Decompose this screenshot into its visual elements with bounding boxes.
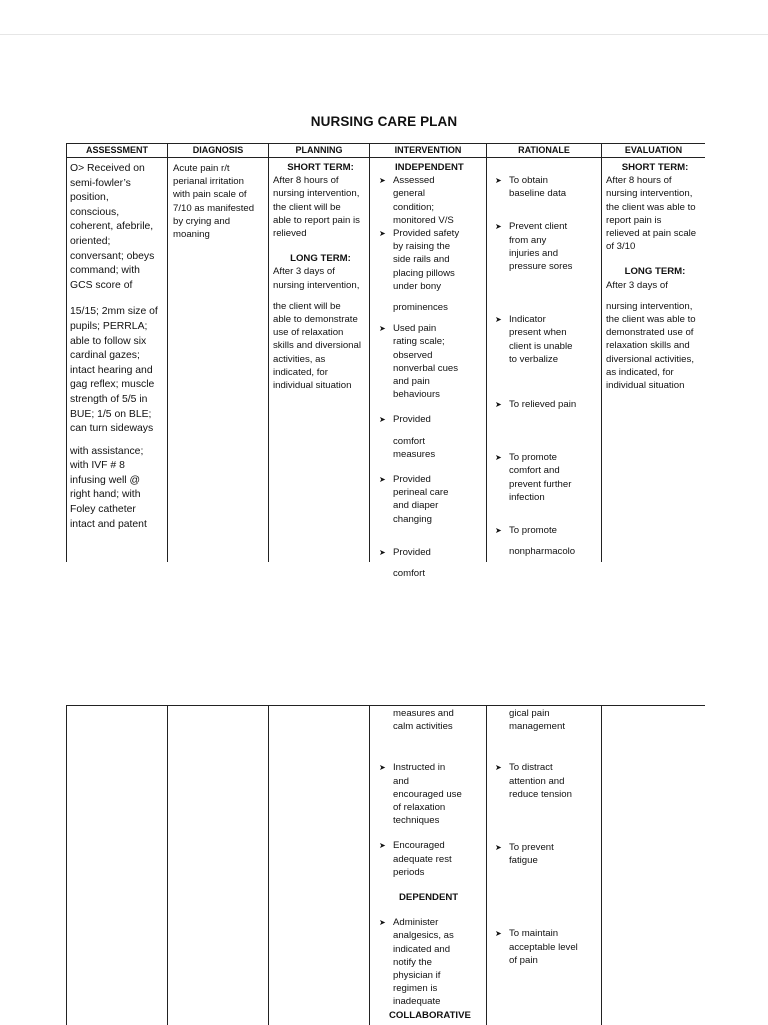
- assessment-text-1: [70, 162, 166, 293]
- rationale-item-continued: [491, 707, 601, 733]
- diagnosis-line: with pain scale of: [173, 189, 247, 201]
- intervention-line: placing pillows: [393, 267, 455, 279]
- rationale-line: nonpharmacolo: [509, 546, 576, 558]
- rationale-line: from any: [509, 234, 547, 246]
- spacer: [509, 537, 601, 545]
- collaborative-label: COLLABORATIVE: [389, 1009, 471, 1021]
- intervention-line: inadequate: [393, 996, 441, 1008]
- evaluation-line: as indicated, for: [606, 366, 674, 378]
- spacer: [375, 879, 485, 891]
- assessment-cell: [70, 162, 166, 532]
- intervention-line: Assessed: [393, 175, 435, 187]
- assessment-line: intact and patent: [70, 518, 147, 530]
- arrow-bullet-icon: ➤: [495, 222, 502, 232]
- evaluation-line: the client was able to: [606, 314, 696, 326]
- intervention-line: and: [393, 775, 410, 787]
- intervention-line: monitored V/S: [393, 214, 454, 226]
- intervention-line: observed: [393, 349, 433, 361]
- intervention-line: encouraged use: [393, 788, 462, 800]
- spacer: [375, 401, 485, 413]
- rationale-line: To prevent: [509, 842, 554, 854]
- intervention-line: analgesics, as: [393, 930, 454, 942]
- care-plan-table-part-1: [66, 143, 705, 580]
- rationale-line: Indicator: [509, 314, 546, 326]
- assessment-line: infusing well @: [70, 474, 141, 486]
- assessment-line: conversant; obeys: [70, 250, 155, 262]
- evaluation-short-term-label: SHORT TERM:: [621, 162, 689, 173]
- rationale-line: To distract: [509, 762, 553, 774]
- rationale-line: to verbalize: [509, 353, 559, 365]
- spacer: [491, 431, 601, 451]
- spacer: [375, 904, 485, 916]
- spacer: [491, 411, 601, 431]
- planning-line: able to demonstrate: [273, 314, 358, 326]
- rationale-line: of pain: [509, 954, 538, 966]
- rationale-line: injuries and: [509, 247, 559, 259]
- intervention-line: of relaxation: [393, 802, 446, 814]
- planning-line: the client will be: [273, 300, 341, 312]
- intervention-line: adequate rest: [393, 853, 452, 865]
- evaluation-line: the client was able to: [606, 201, 696, 213]
- intervention-line: comfort: [393, 568, 425, 580]
- intervention-line: notify the: [393, 956, 432, 968]
- header-intervention: INTERVENTION: [394, 145, 462, 155]
- rationale-cell: [491, 174, 601, 558]
- rationale-item: [491, 451, 601, 504]
- intervention-line: nonverbal cues: [393, 362, 459, 374]
- assessment-line: BUE; 1/5 on BLE;: [70, 408, 152, 420]
- spacer: [491, 386, 601, 398]
- rationale-line: To relieved pain: [509, 399, 577, 411]
- intervention-line: Provided: [393, 546, 431, 558]
- diagnosis-line: perianal irritation: [173, 176, 244, 188]
- rationale-line: client is unable: [509, 340, 573, 352]
- rationale-item: [491, 761, 601, 801]
- rationale-item: [491, 841, 601, 867]
- intervention-cell-continued: [375, 707, 485, 1022]
- evaluation-line: nursing intervention,: [606, 300, 693, 312]
- spacer: [491, 733, 601, 753]
- column-divider: [486, 143, 487, 562]
- rationale-item: [491, 524, 601, 558]
- evaluation-line: of 3/10: [606, 241, 636, 253]
- evaluation-long-term-label: LONG TERM:: [624, 266, 686, 278]
- intervention-line: Used pain: [393, 323, 437, 335]
- intervention-line: measures and: [393, 708, 454, 719]
- spacer: [375, 461, 485, 473]
- column-divider: [167, 706, 168, 1025]
- spacer: [393, 293, 485, 301]
- planning-line: individual situation: [273, 380, 352, 392]
- planning-line: the client will be: [273, 201, 341, 213]
- independent-label: INDEPENDENT: [395, 162, 464, 173]
- planning-line: use of relaxation: [273, 327, 344, 339]
- spacer: [491, 200, 601, 220]
- care-plan-table-part-2: [66, 705, 705, 1025]
- spacer: [375, 733, 485, 753]
- rationale-line: To obtain: [509, 175, 548, 186]
- assessment-line: strength of 5/5 in: [70, 393, 148, 405]
- intervention-line: and diaper: [393, 500, 439, 512]
- assessment-line: can turn sideways: [70, 423, 154, 435]
- planning-line: nursing intervention,: [273, 188, 360, 200]
- rationale-line: pressure sores: [509, 261, 573, 273]
- planning-line: able to report pain is: [273, 214, 360, 226]
- assessment-line: O> Received on: [70, 163, 145, 174]
- spacer: [273, 240, 368, 252]
- planning-line: After 3 days of: [273, 266, 335, 278]
- rationale-cell-continued: [491, 707, 601, 967]
- intervention-item: [375, 413, 485, 461]
- evaluation-line: After 8 hours of: [606, 175, 672, 187]
- header-bottom-rule: [67, 157, 705, 158]
- intervention-line: by raising the: [393, 241, 451, 253]
- planning-line: After 8 hours of: [273, 175, 339, 187]
- intervention-line: Administer: [393, 917, 439, 929]
- intervention-line: regimen is: [393, 983, 438, 995]
- intervention-line: perineal care: [393, 487, 449, 499]
- intervention-line: under bony: [393, 280, 442, 292]
- arrow-bullet-icon: ➤: [379, 763, 386, 773]
- spacer: [491, 867, 601, 887]
- assessment-line: GCS score of: [70, 279, 133, 291]
- column-divider: [268, 143, 269, 562]
- intervention-line: side rails and: [393, 254, 450, 266]
- column-divider: [268, 706, 269, 1025]
- intervention-line: Instructed in: [393, 762, 446, 774]
- assessment-line: cardinal gazes;: [70, 350, 140, 362]
- header-diagnosis: DIAGNOSIS: [192, 145, 244, 155]
- column-divider: [601, 706, 602, 1025]
- rationale-line: To promote: [509, 525, 557, 537]
- arrow-bullet-icon: ➤: [379, 176, 386, 186]
- rationale-line: reduce tension: [509, 788, 572, 800]
- intervention-line: Encouraged: [393, 840, 445, 852]
- arrow-bullet-icon: ➤: [495, 526, 502, 536]
- document-title: NURSING CARE PLAN: [310, 114, 458, 129]
- spacer: [491, 504, 601, 524]
- intervention-item: [375, 916, 485, 1008]
- intervention-line: and pain: [393, 376, 430, 388]
- arrow-bullet-icon: ➤: [495, 400, 502, 410]
- intervention-item: [375, 322, 485, 401]
- spacer: [70, 293, 166, 305]
- arrow-bullet-icon: ➤: [495, 315, 502, 325]
- evaluation-line: relieved at pain scale: [606, 228, 697, 240]
- header-assessment: ASSESSMENT: [85, 145, 148, 155]
- page-top-rule: [0, 34, 768, 35]
- evaluation-line: diversional activities,: [606, 353, 694, 365]
- evaluation-line: relaxation skills and: [606, 340, 690, 352]
- intervention-line: prominences: [393, 302, 448, 314]
- spacer: [606, 292, 704, 300]
- rationale-item: [491, 313, 601, 366]
- column-divider: [167, 143, 168, 562]
- arrow-bullet-icon: ➤: [379, 547, 386, 557]
- spacer: [606, 253, 704, 265]
- column-divider: [369, 143, 370, 562]
- column-divider: [486, 706, 487, 1025]
- diagnosis-line: by crying and: [173, 215, 231, 227]
- intervention-item: [375, 839, 485, 879]
- spacer: [491, 821, 601, 841]
- planning-line: skills and diversional: [273, 340, 361, 352]
- rationale-line: To promote: [509, 452, 557, 464]
- intervention-item: [375, 174, 485, 227]
- planning-line: activities, as: [273, 353, 326, 365]
- arrow-bullet-icon: ➤: [379, 841, 386, 851]
- evaluation-line: nursing intervention,: [606, 188, 693, 200]
- rationale-line: baseline data: [509, 188, 567, 200]
- planning-line: relieved: [273, 228, 307, 240]
- column-divider: [369, 706, 370, 1025]
- evaluation-line: After 3 days of: [606, 279, 668, 291]
- planning-line: nursing intervention,: [273, 279, 360, 291]
- spacer: [491, 366, 601, 386]
- rationale-item: [491, 398, 601, 411]
- rationale-line: fatigue: [509, 855, 538, 867]
- assessment-line: right hand; with: [70, 489, 141, 501]
- assessment-line: pupils; PERRLA;: [70, 320, 148, 332]
- assessment-line: conscious,: [70, 206, 120, 218]
- assessment-line: semi-fowler’s: [70, 177, 131, 189]
- header-rationale: RATIONALE: [518, 145, 570, 155]
- spacer: [375, 526, 485, 546]
- rationale-item: [491, 174, 601, 200]
- assessment-line: oriented;: [70, 235, 111, 247]
- assessment-line: with IVF # 8: [70, 460, 125, 472]
- intervention-line: behaviours: [393, 389, 440, 401]
- intervention-item: [375, 761, 485, 827]
- intervention-cell: [375, 161, 485, 580]
- arrow-bullet-icon: ➤: [495, 763, 502, 773]
- spacer: [491, 887, 601, 907]
- spacer: [273, 292, 368, 300]
- spacer: [375, 827, 485, 839]
- assessment-line: 15/15; 2mm size of: [70, 306, 158, 318]
- intervention-line: periods: [393, 866, 425, 878]
- spacer: [491, 273, 601, 293]
- arrow-bullet-icon: ➤: [495, 929, 502, 939]
- assessment-text-3: [70, 445, 166, 533]
- column-divider: [601, 143, 602, 562]
- arrow-bullet-icon: ➤: [379, 475, 386, 485]
- diagnosis-line: 7/10 as manifested: [173, 202, 255, 214]
- intervention-line: Provided: [393, 414, 431, 426]
- assessment-line: with assistance;: [70, 445, 144, 457]
- spacer: [70, 437, 166, 445]
- intervention-line: techniques: [393, 815, 440, 827]
- assessment-line: position,: [70, 192, 109, 204]
- assessment-line: intact hearing and: [70, 364, 153, 376]
- intervention-item: [375, 546, 485, 580]
- assessment-line: Foley catheter: [70, 504, 136, 516]
- diagnosis-cell: [173, 162, 267, 241]
- planning-line: indicated, for: [273, 366, 328, 378]
- assessment-text-2: [70, 305, 166, 436]
- assessment-line: command; with: [70, 265, 140, 277]
- intervention-line: physician if: [393, 970, 441, 982]
- arrow-bullet-icon: ➤: [379, 229, 386, 239]
- spacer: [393, 559, 485, 567]
- intervention-line: comfort: [393, 435, 425, 447]
- assessment-line: coherent, afebrile,: [70, 221, 154, 233]
- spacer: [491, 907, 601, 927]
- intervention-line: rating scale;: [393, 336, 445, 348]
- header-planning: PLANNING: [295, 145, 343, 155]
- planning-cell: [273, 161, 368, 392]
- rationale-line: present when: [509, 327, 567, 339]
- arrow-bullet-icon: ➤: [495, 453, 502, 463]
- rationale-item: [491, 927, 601, 967]
- evaluation-line: individual situation: [606, 380, 685, 392]
- intervention-line: calm activities: [393, 721, 453, 733]
- spacer: [375, 753, 485, 761]
- intervention-line: indicated and: [393, 943, 451, 955]
- evaluation-cell: [606, 161, 704, 392]
- diagnosis-line: Acute pain r/t: [173, 163, 230, 174]
- spacer: [491, 753, 601, 761]
- rationale-line: Prevent client: [509, 221, 568, 233]
- rationale-line: To maintain: [509, 928, 559, 940]
- intervention-line: Provided: [393, 474, 431, 486]
- spacer: [491, 293, 601, 313]
- intervention-line: changing: [393, 513, 432, 525]
- assessment-line: gag reflex; muscle: [70, 379, 155, 391]
- intervention-line: measures: [393, 448, 436, 460]
- intervention-line: condition;: [393, 201, 435, 213]
- dependent-label: DEPENDENT: [399, 892, 459, 904]
- intervention-item-continued: [375, 707, 485, 733]
- arrow-bullet-icon: ➤: [495, 843, 502, 853]
- rationale-line: comfort and: [509, 465, 560, 477]
- arrow-bullet-icon: ➤: [495, 176, 502, 185]
- rationale-line: management: [509, 721, 565, 733]
- intervention-line: Provided safety: [393, 228, 460, 240]
- rationale-line: attention and: [509, 775, 565, 787]
- planning-short-term-label: SHORT TERM:: [287, 162, 354, 173]
- rationale-line: acceptable level: [509, 941, 578, 953]
- header-evaluation: EVALUATION: [624, 145, 683, 155]
- spacer: [393, 427, 485, 435]
- spacer: [491, 801, 601, 821]
- arrow-bullet-icon: ➤: [379, 415, 386, 425]
- assessment-line: able to follow six: [70, 335, 147, 347]
- rationale-item: [491, 220, 601, 273]
- diagnosis-line: moaning: [173, 229, 210, 241]
- intervention-line: general: [393, 188, 426, 200]
- rationale-line: infection: [509, 491, 545, 503]
- rationale-line: gical pain: [509, 708, 550, 719]
- intervention-item: [375, 473, 485, 526]
- arrow-bullet-icon: ➤: [379, 918, 386, 928]
- arrow-bullet-icon: ➤: [379, 324, 386, 334]
- evaluation-line: demonstrated use of: [606, 327, 694, 339]
- spacer: [375, 314, 485, 322]
- evaluation-line: report pain is: [606, 214, 662, 226]
- planning-long-term-label: LONG TERM:: [290, 253, 351, 265]
- rationale-line: prevent further: [509, 478, 572, 490]
- intervention-item: [375, 227, 485, 314]
